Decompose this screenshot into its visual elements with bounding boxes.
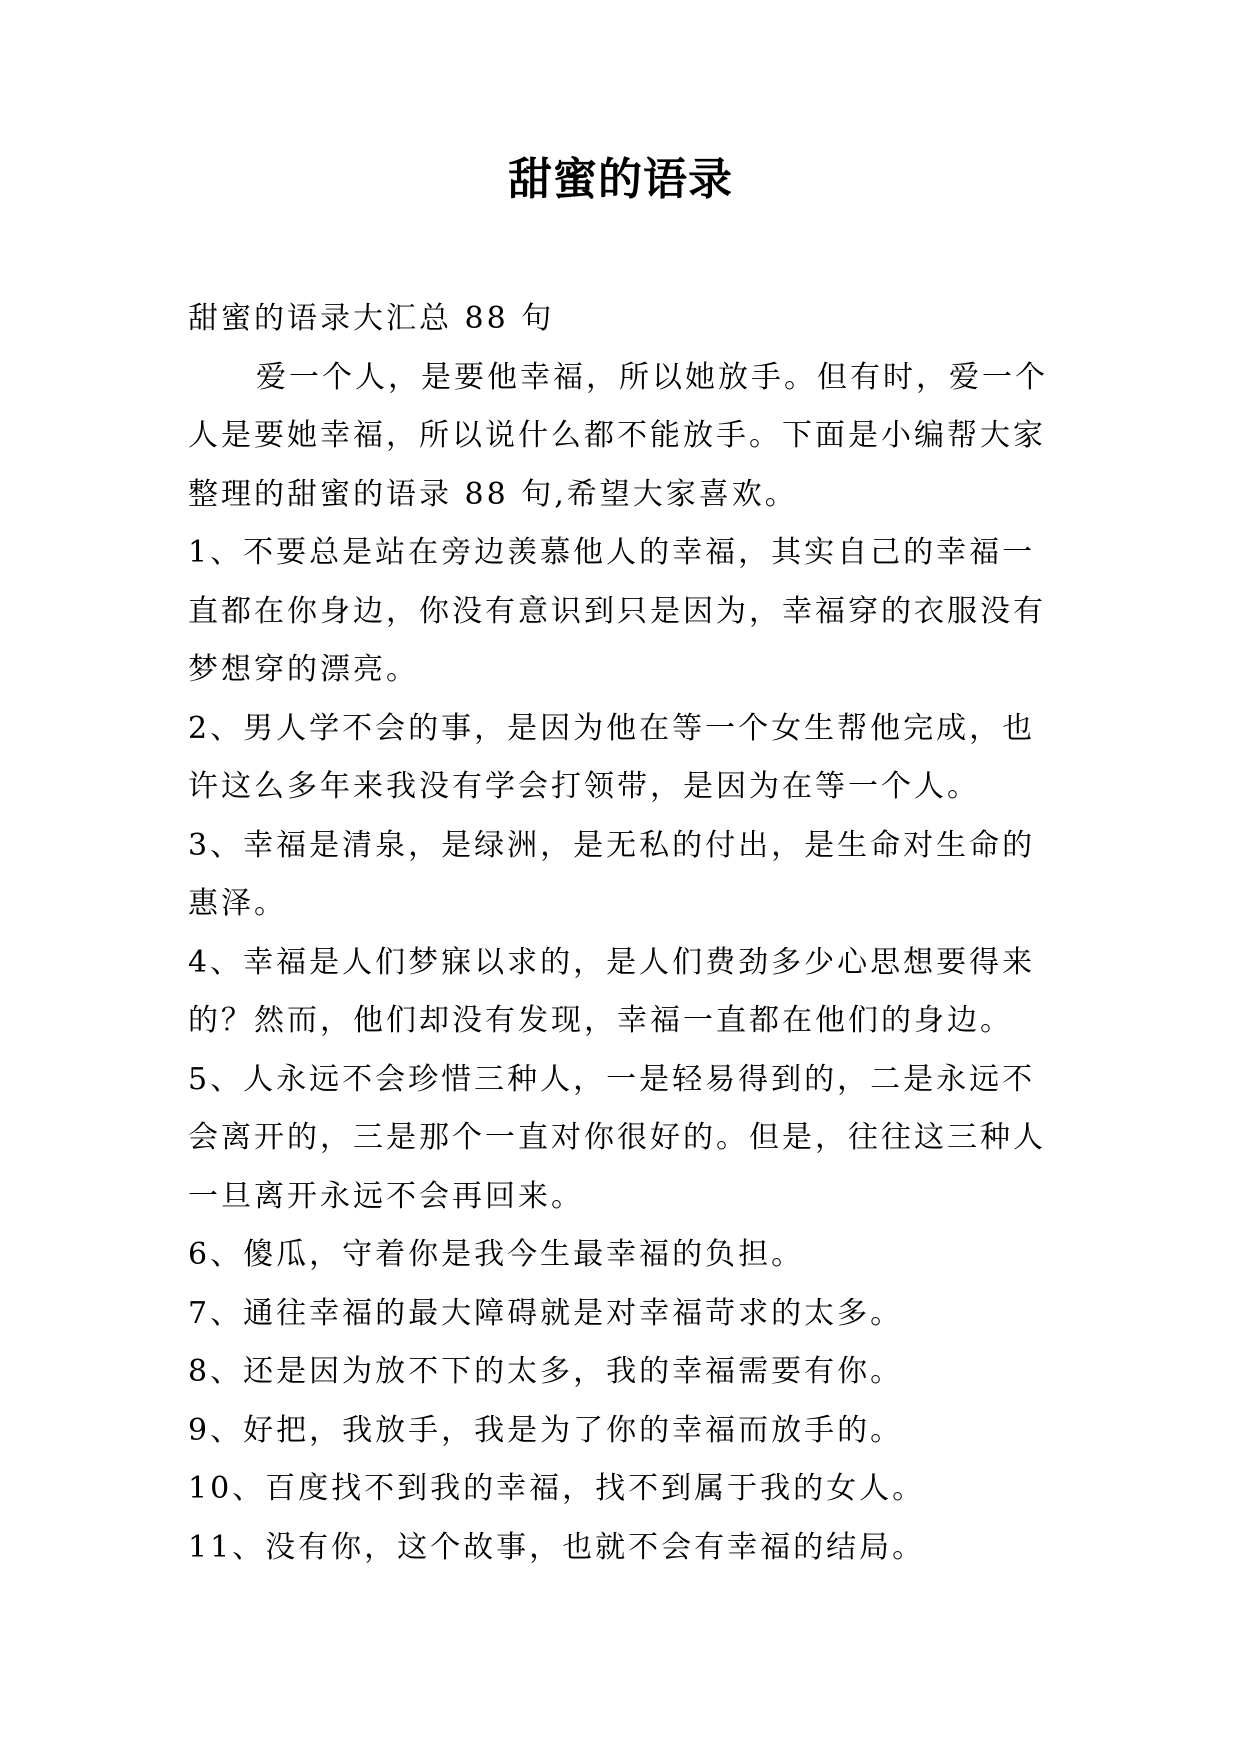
quote-item: 6、傻瓜，守着你是我今生最幸福的负担。 <box>188 1237 805 1272</box>
quote-item: 2、男人学不会的事，是因为他在等一个女生帮他完成，也许这么多年来我没有学会打领带，是因为在等一个人。 <box>188 710 1036 804</box>
quote-item: 3、幸福是清泉，是绿洲，是无私的付出，是生命对生命的惠泽。 <box>188 827 1036 921</box>
intro-paragraph: 爱一个人，是要他幸福，所以她放手。但有时，爱一个人是要她幸福，所以说什么都不能放手。下面是小编帮大家整理的甜蜜的语录 88 句,希望大家喜欢。 <box>188 359 1048 512</box>
quote-item: 8、还是因为放不下的太多，我的幸福需要有你。 <box>188 1354 904 1389</box>
quote-item: 4、幸福是人们梦寐以求的，是人们费劲多少心思想要得来的？然而，他们却没有发现，幸福一直都在他们的身边。 <box>188 944 1036 1038</box>
quote-item: 7、通往幸福的最大障碍就是对幸福苛求的太多。 <box>188 1295 904 1331</box>
document-subtitle: 甜蜜的语录大汇总 88 句 <box>188 301 555 336</box>
quote-item: 1、不要总是站在旁边羡慕他人的幸福，其实自己的幸福一直都在你身边，你没有意识到只是因为，幸福穿的衣服没有梦想穿的漂亮。 <box>188 535 1046 687</box>
quote-item: 10、百度找不到我的幸福，找不到属于我的女人。 <box>188 1471 926 1506</box>
document-body <box>188 290 1060 1577</box>
quote-item: 11、没有你，这个故事，也就不会有幸福的结局。 <box>188 1529 926 1565</box>
document-title: 甜蜜的语录 <box>508 154 733 205</box>
quote-item: 9、好把，我放手，我是为了你的幸福而放手的。 <box>188 1412 904 1448</box>
quote-item: 5、人永远不会珍惜三种人，一是轻易得到的，二是永远不会离开的，三是那个一直对你很好的。但是，往往这三种人一旦离开永远不会再回来。 <box>188 1061 1046 1214</box>
